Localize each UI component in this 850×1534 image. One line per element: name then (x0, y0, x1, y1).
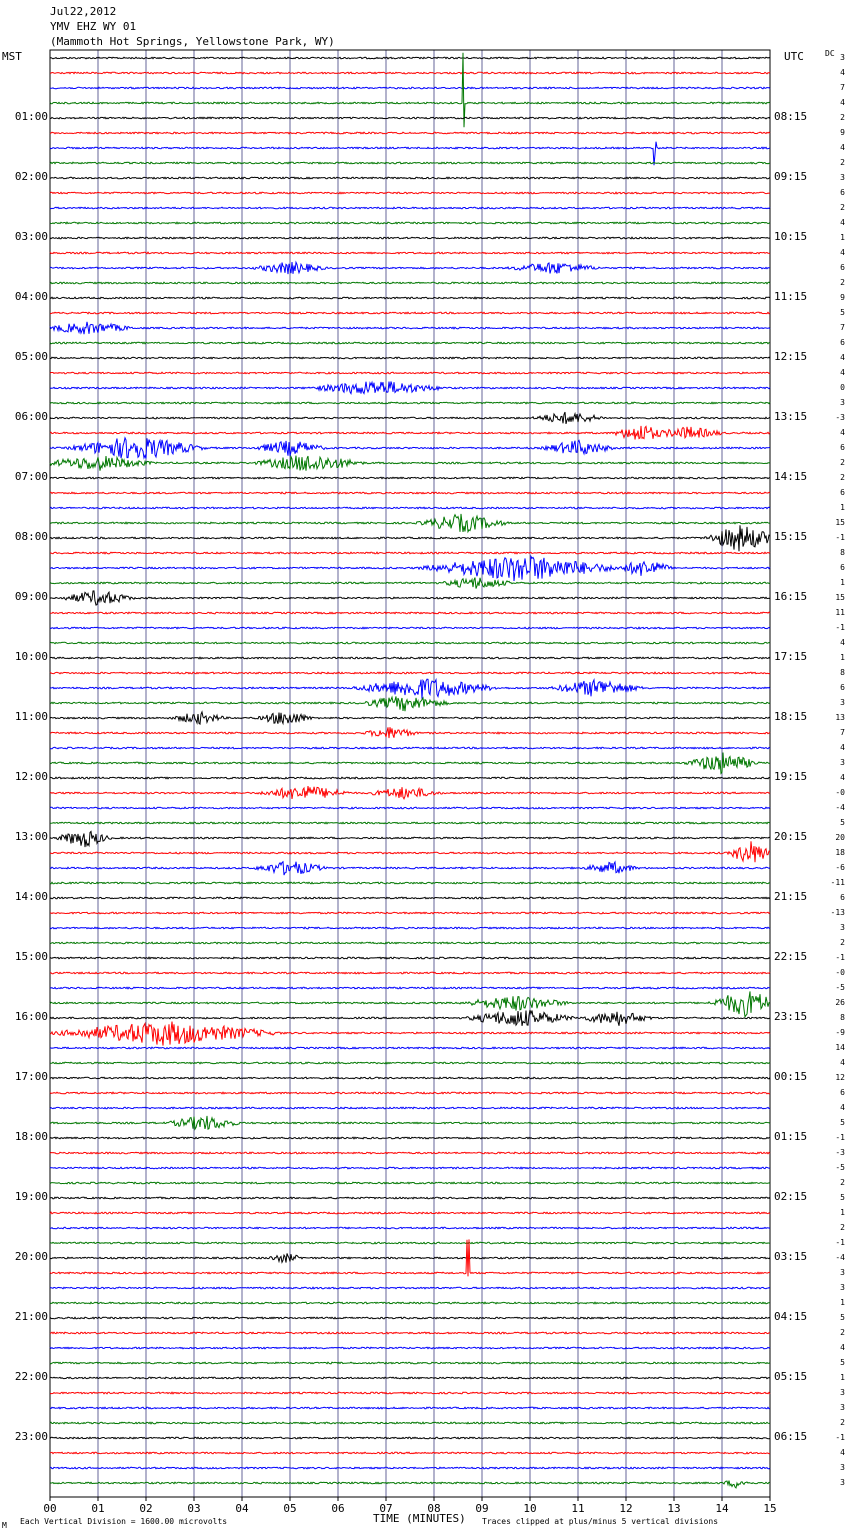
mst-hour-label: 20:00 (14, 1250, 48, 1263)
seismic-trace-line (50, 492, 770, 494)
seismic-trace-line (50, 162, 770, 164)
dc-offset-value: 14 (835, 1043, 845, 1052)
dc-offset-value: -9 (835, 1028, 845, 1037)
clip-note: Traces clipped at plus/minus 5 vertical divisions (482, 1517, 719, 1526)
dc-offset-value: 4 (840, 743, 845, 752)
seismic-trace-line (50, 897, 770, 899)
seismic-trace-line (50, 207, 770, 209)
seismic-trace-line (50, 357, 770, 359)
dc-offset-value: -1 (835, 623, 845, 632)
mst-hour-label: 18:00 (14, 1130, 48, 1143)
mst-hour-label: 01:00 (14, 110, 48, 123)
seismic-trace-line (50, 1377, 770, 1379)
dc-offset-value: -4 (835, 803, 845, 812)
seismic-trace-line (50, 1242, 770, 1244)
utc-hour-label: 08:15 (774, 110, 808, 123)
utc-hour-label: 22:15 (774, 950, 808, 963)
seismic-trace-line (50, 87, 770, 89)
utc-hour-label: 00:15 (774, 1070, 808, 1083)
seismic-trace-line (50, 747, 770, 749)
seismic-trace-line (50, 972, 770, 974)
dc-offset-value: 5 (840, 1118, 845, 1127)
mst-hour-label: 16:00 (14, 1010, 48, 1023)
seismic-trace-line (50, 322, 770, 334)
seismic-trace-line (50, 142, 770, 166)
utc-hour-label: 23:15 (774, 1010, 808, 1023)
seismic-trace-line (50, 507, 770, 509)
utc-hour-label: 11:15 (774, 290, 808, 303)
dc-offset-value: 4 (840, 353, 845, 362)
seismic-trace-line (50, 53, 770, 128)
seismic-trace-line (50, 1407, 770, 1409)
seismic-trace-line (50, 591, 770, 605)
station-location: (Mammoth Hot Springs, Yellowstone Park, WY) (50, 35, 335, 48)
dc-offset-value: 3 (840, 1268, 845, 1277)
seismic-trace-line (50, 412, 770, 424)
dc-offset-value: 15 (835, 518, 845, 527)
dc-offset-value: 4 (840, 1343, 845, 1352)
station-code: YMV EHZ WY 01 (50, 20, 137, 33)
x-tick-label: 03 (187, 1502, 201, 1515)
utc-hour-label: 12:15 (774, 350, 808, 363)
seismic-trace-line (50, 252, 770, 254)
utc-hour-label: 09:15 (774, 170, 808, 183)
seismic-trace-line (50, 342, 770, 344)
dc-offset-value: -3 (835, 1148, 845, 1157)
dc-offset-value: 4 (840, 1103, 845, 1112)
dc-offset-value: 3 (840, 1388, 845, 1397)
dc-offset-value: 4 (840, 218, 845, 227)
x-tick-label: 00 (43, 1502, 57, 1515)
dc-offset-value: 1 (840, 653, 845, 662)
seismic-trace-line (50, 382, 770, 394)
seismic-trace-line (50, 862, 770, 875)
mst-hour-label: 10:00 (14, 650, 48, 663)
seismic-trace-line (50, 1467, 770, 1469)
seismic-trace-line (50, 57, 770, 59)
dc-offset-value: -5 (835, 983, 845, 992)
dc-offset-value: 5 (840, 818, 845, 827)
seismic-trace-line (50, 132, 770, 134)
seismic-trace-line (50, 1010, 770, 1026)
dc-offset-value: 12 (835, 1073, 845, 1082)
mst-hour-label: 23:00 (14, 1430, 48, 1443)
dc-offset-value: -4 (835, 1253, 845, 1262)
seismic-trace-line (50, 832, 770, 848)
x-tick-label: 06 (331, 1502, 345, 1515)
x-tick-label: 15 (763, 1502, 777, 1515)
seismic-trace-line (50, 753, 770, 774)
dc-offset-value: 3 (840, 1463, 845, 1472)
dc-offset-value: 4 (840, 773, 845, 782)
x-tick-label: 09 (475, 1502, 489, 1515)
utc-hour-label: 13:15 (774, 410, 808, 423)
seismic-trace-line (50, 456, 770, 471)
dc-offset-value: 2 (840, 1223, 845, 1232)
seismic-trace-line (50, 438, 770, 459)
dc-offset-value: 2 (840, 1418, 845, 1427)
dc-offset-value: -1 (835, 533, 845, 542)
mst-hour-label: 11:00 (14, 710, 48, 723)
dc-offset-value: 4 (840, 248, 845, 257)
mst-hour-label: 13:00 (14, 830, 48, 843)
seismic-trace-line (50, 1317, 770, 1319)
dc-offset-value: 7 (840, 83, 845, 92)
utc-hour-label: 20:15 (774, 830, 808, 843)
dc-offset-value: 2 (840, 158, 845, 167)
seismic-trace-line (50, 679, 770, 699)
scale-note: Each Vertical Division = 1600.00 microvolts (20, 1517, 228, 1526)
utc-hour-label: 19:15 (774, 770, 808, 783)
x-tick-label: 13 (667, 1502, 681, 1515)
x-tick-label: 08 (427, 1502, 441, 1515)
seismic-trace-line (50, 777, 770, 779)
mst-hour-label: 09:00 (14, 590, 48, 603)
x-tick-label: 05 (283, 1502, 297, 1515)
seismic-trace-line (50, 1253, 770, 1262)
seismic-trace-line (50, 1422, 770, 1424)
seismic-trace-line (50, 882, 770, 884)
mst-hour-label: 07:00 (14, 470, 48, 483)
mst-hour-label: 17:00 (14, 1070, 48, 1083)
dc-offset-value: 6 (840, 338, 845, 347)
dc-offset-value: -5 (835, 1163, 845, 1172)
utc-hour-label: 15:15 (774, 530, 808, 543)
dc-offset-value: 6 (840, 488, 845, 497)
seismic-trace-line (50, 402, 770, 404)
dc-offset-value: 3 (840, 698, 845, 707)
dc-offset-value: 8 (840, 548, 845, 557)
dc-offset-value: 15 (835, 593, 845, 602)
utc-hour-label: 06:15 (774, 1430, 808, 1443)
mst-hour-label: 06:00 (14, 410, 48, 423)
dc-offset-value: 3 (840, 398, 845, 407)
utc-hour-label: 16:15 (774, 590, 808, 603)
seismic-trace-line (50, 177, 770, 179)
seismic-trace-line (50, 282, 770, 284)
dc-offset-value: 2 (840, 458, 845, 467)
dc-offset-value: 3 (840, 1478, 845, 1487)
dc-offset-value: 0 (840, 383, 845, 392)
seismic-trace-line (50, 672, 770, 674)
seismic-trace-line (50, 1362, 770, 1364)
mst-hour-label: 19:00 (14, 1190, 48, 1203)
seismic-trace-line (50, 942, 770, 944)
dc-offset-value: -11 (830, 878, 845, 887)
seismic-trace-line (50, 525, 770, 551)
seismic-trace-line (50, 1212, 770, 1214)
seismic-trace-line (50, 642, 770, 644)
seismic-trace-line (50, 1047, 770, 1049)
dc-offset-value: 9 (840, 128, 845, 137)
seismic-trace-line (50, 1332, 770, 1334)
seismic-trace-line (50, 612, 770, 614)
x-tick-label: 14 (715, 1502, 729, 1515)
dc-offset-value: 1 (840, 1373, 845, 1382)
dc-offset-value: 4 (840, 638, 845, 647)
seismic-trace-line (50, 192, 770, 194)
seismic-trace-line (50, 297, 770, 299)
seismic-trace-line (50, 514, 770, 532)
dc-offset-value: 3 (840, 1283, 845, 1292)
dc-offset-value: -1 (835, 953, 845, 962)
mst-hour-label: 02:00 (14, 170, 48, 183)
dc-offset-value: 7 (840, 323, 845, 332)
seismic-trace-line (50, 1022, 770, 1046)
seismic-trace-line (50, 1481, 770, 1488)
seismic-trace-line (50, 1452, 770, 1454)
dc-offset-value: 20 (835, 833, 845, 842)
dc-offset-value: -0 (835, 968, 845, 977)
dc-offset-value: -6 (835, 863, 845, 872)
seismic-trace-line (50, 822, 770, 824)
dc-offset-value: 6 (840, 188, 845, 197)
seismic-trace-line (50, 552, 770, 554)
dc-offset-value: 7 (840, 728, 845, 737)
seismic-trace-line (50, 627, 770, 629)
seismic-trace-line (50, 1167, 770, 1169)
utc-hour-label: 02:15 (774, 1190, 808, 1203)
utc-hour-label: 18:15 (774, 710, 808, 723)
seismic-trace-line (50, 991, 770, 1016)
seismic-trace-line (50, 841, 770, 862)
seismic-trace-line (50, 72, 770, 74)
mst-hour-label: 21:00 (14, 1310, 48, 1323)
dc-offset-value: 6 (840, 893, 845, 902)
seismic-trace-line (50, 1287, 770, 1289)
dc-offset-value: -1 (835, 1238, 845, 1247)
seismic-trace-line (50, 1107, 770, 1109)
x-tick-label: 04 (235, 1502, 249, 1515)
dc-offset-value: 6 (840, 443, 845, 452)
seismic-trace-line (50, 1392, 770, 1394)
seismic-trace-line (50, 1092, 770, 1094)
seismic-trace-line (50, 237, 770, 239)
seismic-trace-line (50, 1077, 770, 1079)
dc-offset-value: 4 (840, 368, 845, 377)
seismic-trace-line (50, 1227, 770, 1229)
seismic-trace-line (50, 1137, 770, 1139)
dc-offset-value: 3 (840, 923, 845, 932)
x-tick-label: 01 (91, 1502, 105, 1515)
seismic-trace-line (50, 957, 770, 959)
dc-offset-value: -1 (835, 1433, 845, 1442)
dc-offset-value: 5 (840, 1313, 845, 1322)
mst-hour-label: 15:00 (14, 950, 48, 963)
dc-offset-value: 2 (840, 1178, 845, 1187)
seismic-trace-line (50, 1152, 770, 1154)
dc-offset-value: 1 (840, 233, 845, 242)
seismic-trace-line (50, 578, 770, 589)
seismic-trace-line (50, 657, 770, 659)
seismic-trace-line (50, 987, 770, 989)
dc-offset-value: -1 (835, 1133, 845, 1142)
seismic-trace-line (50, 727, 770, 738)
seismic-trace-line (50, 696, 770, 711)
seismic-trace-line (50, 117, 770, 119)
dc-offset-value: 6 (840, 1088, 845, 1097)
x-tick-label: 02 (139, 1502, 153, 1515)
x-tick-label: 07 (379, 1502, 393, 1515)
dc-offset-value: 5 (840, 308, 845, 317)
dc-offset-value: 2 (840, 203, 845, 212)
x-tick-label: 11 (571, 1502, 585, 1515)
dc-offset-value: 2 (840, 1328, 845, 1337)
dc-offset-value: -3 (835, 413, 845, 422)
record-date: Jul22,2012 (50, 5, 117, 18)
dc-offset-value: -0 (835, 788, 845, 797)
utc-hour-label: 05:15 (774, 1370, 808, 1383)
mst-hour-label: 22:00 (14, 1370, 48, 1383)
seismic-trace-line (50, 1182, 770, 1184)
dc-offset-value: 13 (835, 713, 845, 722)
seismic-trace-line (50, 262, 770, 274)
seismic-trace-line (50, 912, 770, 914)
dc-offset-value: 8 (840, 1013, 845, 1022)
seismic-trace-line (50, 712, 770, 724)
seismic-trace-line (50, 786, 770, 799)
utc-hour-label: 03:15 (774, 1250, 808, 1263)
dc-offset-value: 26 (835, 998, 845, 1007)
corner-mark: M (2, 1521, 7, 1530)
seismic-trace-line (50, 1062, 770, 1064)
plot-frame (50, 50, 770, 1497)
dc-offset-value: 1 (840, 1298, 845, 1307)
dc-offset-value: 5 (840, 1358, 845, 1367)
seismic-trace-line (50, 1302, 770, 1304)
x-axis-title: TIME (MINUTES) (373, 1512, 466, 1525)
dc-offset-value: -13 (830, 908, 845, 917)
seismic-trace-line (50, 312, 770, 314)
dc-offset-value: 4 (840, 428, 845, 437)
mst-hour-label: 04:00 (14, 290, 48, 303)
dc-offset-value: 4 (840, 1448, 845, 1457)
dc-column-label: DC (825, 49, 835, 58)
dc-offset-value: 1 (840, 1208, 845, 1217)
dc-offset-value: 11 (835, 608, 845, 617)
seismic-trace-line (50, 807, 770, 809)
dc-offset-value: 3 (840, 758, 845, 767)
dc-offset-value: 2 (840, 278, 845, 287)
dc-offset-value: 6 (840, 263, 845, 272)
mst-hour-label: 14:00 (14, 890, 48, 903)
seismic-trace-line (50, 372, 770, 374)
dc-offset-value: 2 (840, 113, 845, 122)
x-tick-label: 12 (619, 1502, 633, 1515)
dc-offset-value: 18 (835, 848, 845, 857)
dc-offset-value: 8 (840, 668, 845, 677)
seismic-trace-line (50, 556, 770, 581)
mst-hour-label: 03:00 (14, 230, 48, 243)
seismic-trace-line (50, 426, 770, 440)
dc-offset-value: 3 (840, 53, 845, 62)
x-tick-label: 10 (523, 1502, 537, 1515)
seismic-trace-line (50, 1197, 770, 1199)
utc-hour-label: 14:15 (774, 470, 808, 483)
dc-offset-value: 3 (840, 173, 845, 182)
seismic-trace-line (50, 222, 770, 224)
mst-hour-label: 08:00 (14, 530, 48, 543)
dc-offset-value: 3 (840, 1403, 845, 1412)
utc-hour-label: 17:15 (774, 650, 808, 663)
dc-offset-value: 1 (840, 503, 845, 512)
dc-offset-value: 4 (840, 68, 845, 77)
seismic-trace-line (50, 1347, 770, 1349)
seismic-trace-line (50, 1437, 770, 1439)
dc-offset-value: 6 (840, 683, 845, 692)
utc-hour-label: 10:15 (774, 230, 808, 243)
utc-hour-label: 04:15 (774, 1310, 808, 1323)
left-timezone-label: MST (2, 50, 22, 63)
dc-offset-value: 4 (840, 98, 845, 107)
utc-hour-label: 01:15 (774, 1130, 808, 1143)
dc-offset-value: 9 (840, 293, 845, 302)
dc-offset-value: 4 (840, 143, 845, 152)
utc-hour-label: 21:15 (774, 890, 808, 903)
seismic-trace-line (50, 477, 770, 479)
dc-offset-value: 2 (840, 473, 845, 482)
seismic-trace-line (50, 1116, 770, 1129)
dc-offset-value: 2 (840, 938, 845, 947)
dc-offset-value: 6 (840, 563, 845, 572)
mst-hour-label: 05:00 (14, 350, 48, 363)
dc-offset-value: 4 (840, 1058, 845, 1067)
right-timezone-label: UTC (784, 50, 804, 63)
seismic-trace-line (50, 927, 770, 929)
dc-offset-value: 5 (840, 1193, 845, 1202)
dc-offset-value: 1 (840, 578, 845, 587)
mst-hour-label: 12:00 (14, 770, 48, 783)
